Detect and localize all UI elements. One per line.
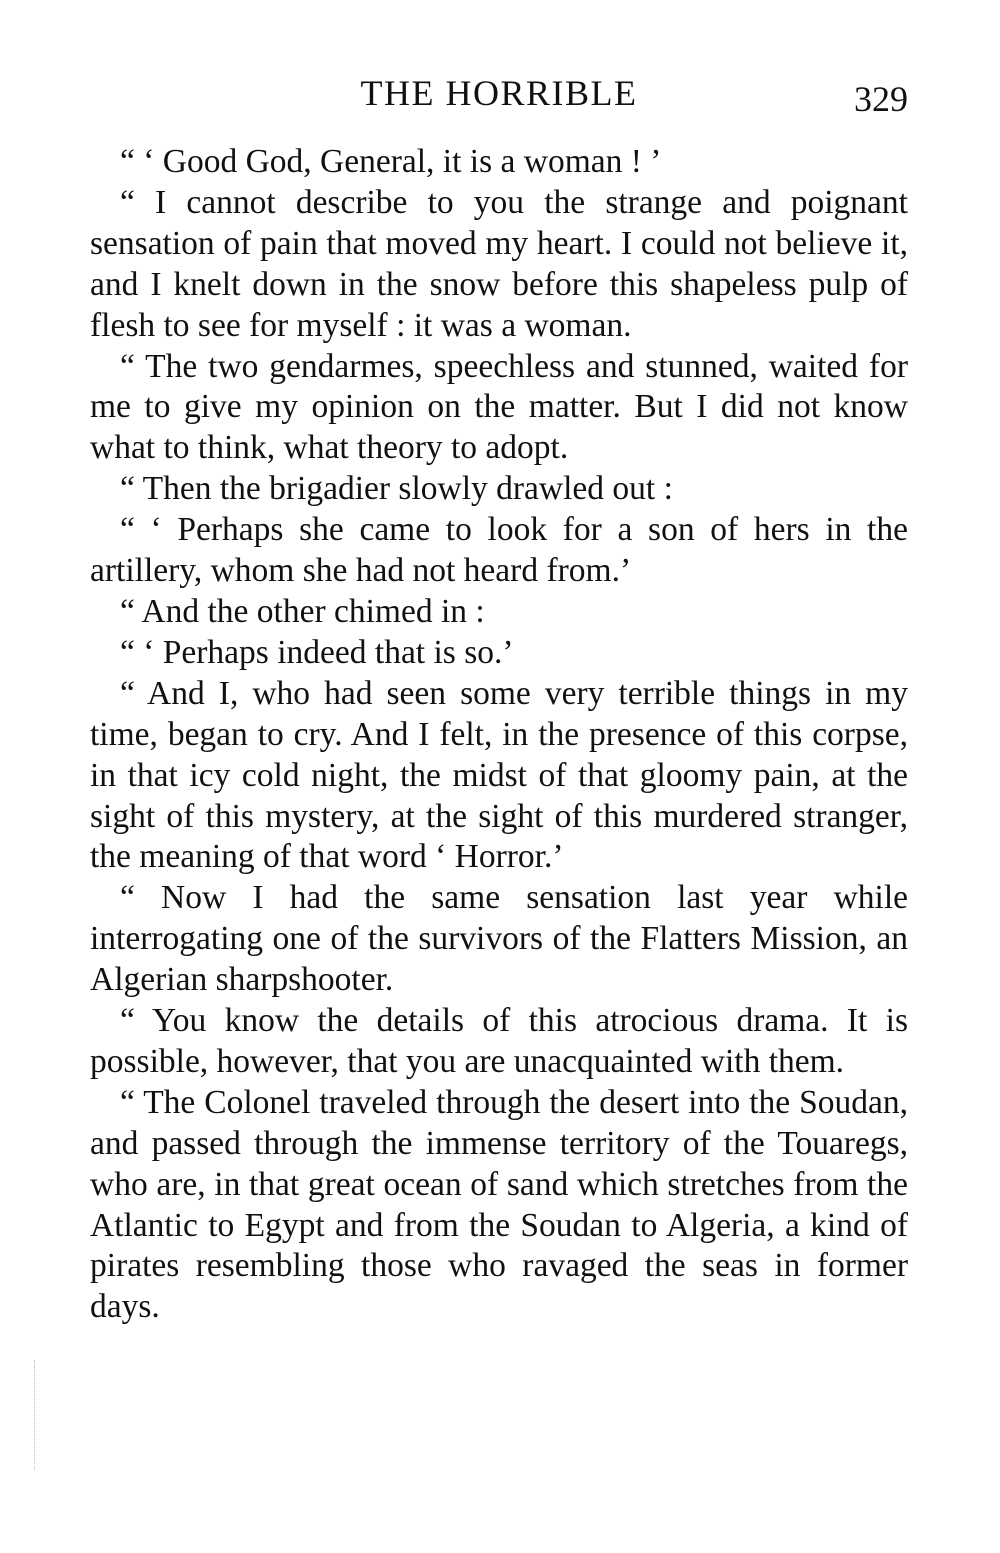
paragraph: “ ‘ Perhaps she came to look for a son of hers in the artillery, whom she had not heard from.’ [90, 511, 908, 590]
paragraph: “ ‘ Perhaps indeed that is so.’ [120, 633, 514, 671]
body-text [90, 142, 908, 1328]
paragraph: “ You know the details of this atrocious drama. It is possible, however, that you are unacquainted with them. [90, 1002, 908, 1080]
scan-margin-mark [34, 1360, 37, 1470]
paragraph: “ The two gendarmes, speechless and stunned, waited for me to give my opinion on the matter. But I did not know what to think, what theory to adopt. [90, 347, 908, 467]
running-header [88, 70, 910, 119]
paragraph: “ And I, who had seen some very terrible things in my time, began to cry. And I felt, in the presence of this corpse, in that icy cold night, the midst of that gloomy pain, at the sight of this mystery, at the sight of this murdered stranger, the meaning of that word ‘ Horror.’ [90, 674, 908, 876]
page-number: 329 [854, 79, 908, 119]
paragraph: “ Now I had the same sensation last year while interrogating one of the survivors of the Flatters Mission, an Algerian sharpshooter. [90, 879, 908, 999]
paragraph: “ Then the brigadier slowly drawled out : [120, 470, 673, 508]
paragraph: “ I cannot describe to you the strange and poignant sensation of pain that moved my heart. I could not believe it, and I knelt down in the snow before this shapeless pulp of flesh to see for myself : it was a woman. [90, 183, 908, 344]
paragraph: “ ‘ Good God, General, it is a woman ! ’ [120, 143, 662, 180]
paragraph: “ And the other chimed in : [120, 592, 485, 630]
running-title: THE HORRIBLE [360, 73, 638, 113]
paragraph: “ The Colonel traveled through the desert into the Soudan, and passed through the immense territory of the Touaregs, who are, in that great ocean of sand which stretches from the Atlantic to Egypt and from the Soudan to Algeria, a kind of pirates resembling those who ravaged the seas in former days. [90, 1083, 908, 1326]
